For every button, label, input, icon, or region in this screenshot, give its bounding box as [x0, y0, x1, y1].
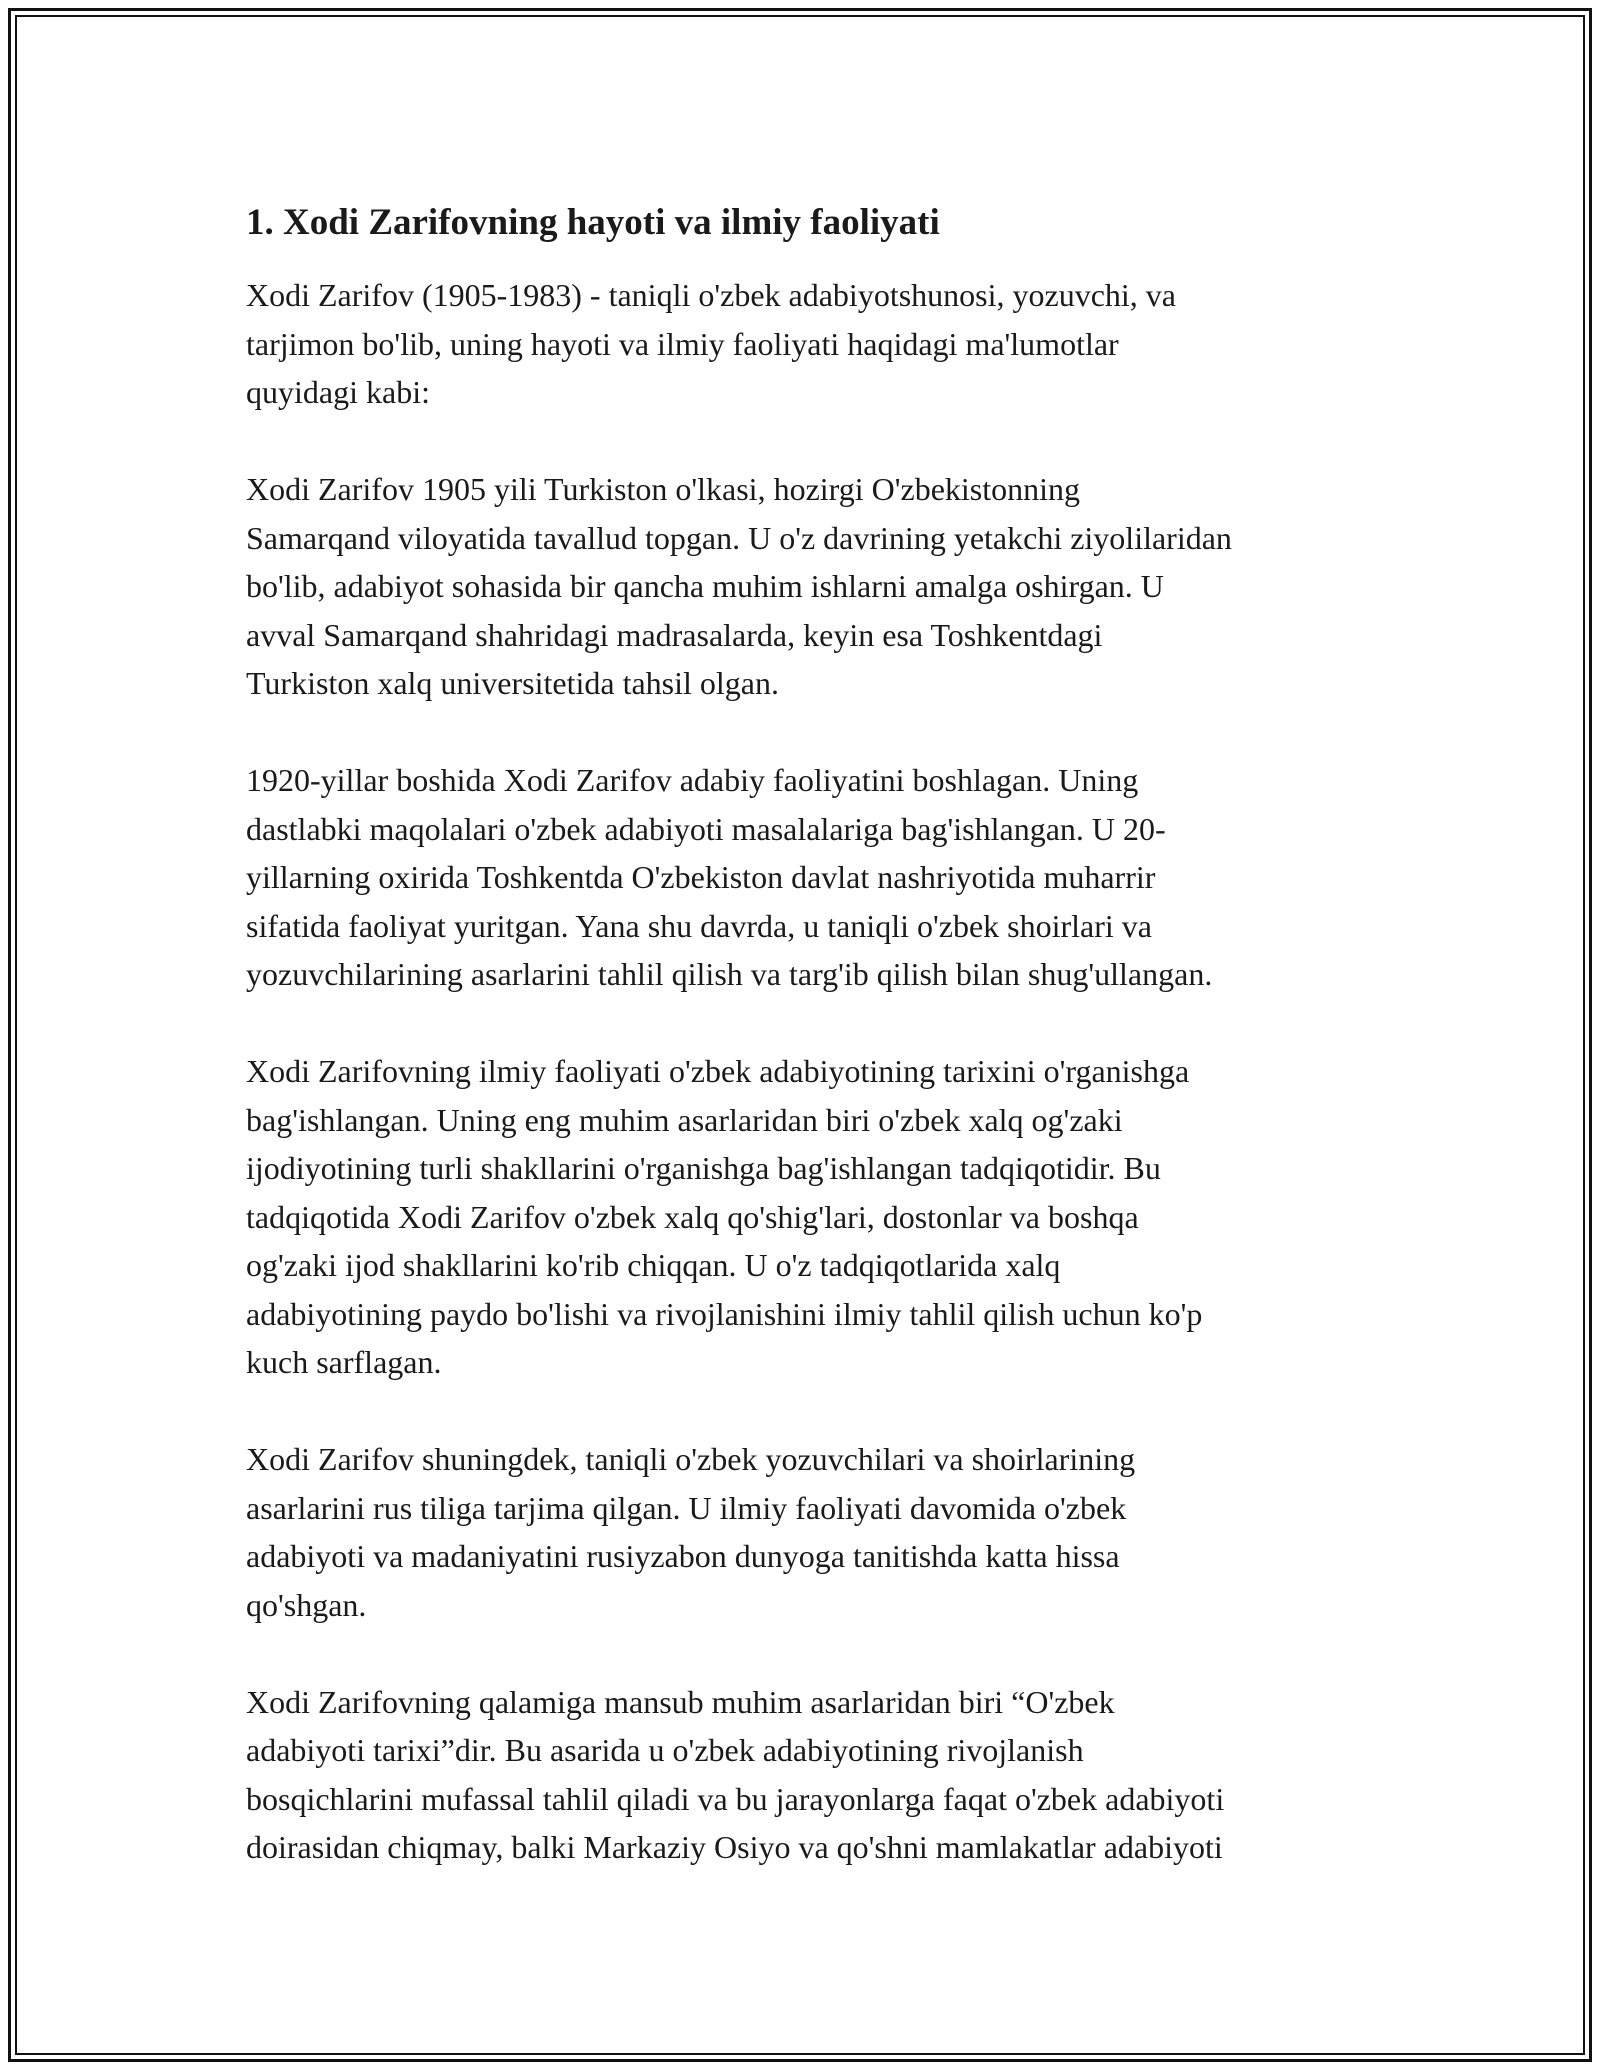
paragraph-birth-education: Xodi Zarifov 1905 yili Turkiston o'lkasi, hozirgi O'zbekistonning Samarqand viloyatida tavallud topgan. U o'z davrining yetakchi ziyolilaridan bo'lib, adabiyot sohasida bir qancha muhim ishlarni amalga oshirgan. U avval Samarqand shahridagi madrasalarda, keyin esa Toshkentdagi Turkiston xalq universitetida tahsil olgan.: [246, 471, 1232, 701]
paragraph-translations: Xodi Zarifov shuningdek, taniqli o'zbek yozuvchilari va shoirlarining asarlarini rus tiliga tarjima qilgan. U ilmiy faoliyati davomida o'zbek adabiyoti va madaniyatini rusiyzabon dunyoga tanitishda katta hissa qo'shgan.: [246, 1441, 1136, 1623]
paragraph-scientific-work: Xodi Zarifovning ilmiy faoliyati o'zbek adabiyotining tarixini o'rganishga bag'ishlangan. Uning eng muhim asarlaridan biri o'zbek xalq og'zaki ijodiyotining turli shakllarini o'rganishga bag'ishlangan tadqiqotidir. Bu tadqiqotida Xodi Zarifov o'zbek xalq qo'shig'lari, dostonlar va boshqa og'zaki ijod shakllarini ko'rib chiqqan. U o'z tadqiqotlarida xalq adabiyotining paydo bo'lishi va rivojlanishini ilmiy tahlil qilish uchun ko'p kuch sarflagan.: [246, 1053, 1203, 1380]
document-title: 1. Xodi Zarifovning hayoti va ilmiy faoliyati: [246, 202, 940, 243]
paragraph-literary-career: 1920-yillar boshida Xodi Zarifov adabiy faoliyatini boshlagan. Uning dastlabki maqolalari o'zbek adabiyoti masalalariga bag'ishlangan. U 20- yillarning oxirida Toshkentda O'zbekiston davlat nashriyotida muharrir sifatida faoliyat yuritgan. Yana shu davrda, u taniqli o'zbek shoirlari va yozuvchilarining asarlarini tahlil qilish va targ'ib qilish bilan shug'ullangan.: [246, 762, 1213, 992]
page-frame: [8, 8, 1592, 2062]
document-body: [246, 199, 1381, 1920]
paragraph-literary-history: Xodi Zarifovning qalamiga mansub muhim asarlaridan biri “O'zbek adabiyoti tarixi”dir. Bu asarida u o'zbek adabiyotining rivojlanish bosqichlarini mufassal tahlil qiladi va bu jarayonlarga faqat o'zbek adabiyoti doirasidan chiqmay, balki Markaziy Osiyo va qo'shni mamlakatlar adabiyoti: [246, 1683, 1225, 1865]
paragraph-intro: Xodi Zarifov (1905-1983) - taniqli o'zbek adabiyotshunosi, yozuvchi, va tarjimon bo'lib, uning hayoti va ilmiy faoliyati haqidagi ma'lumotlar quyidagi kabi:: [246, 277, 1176, 410]
